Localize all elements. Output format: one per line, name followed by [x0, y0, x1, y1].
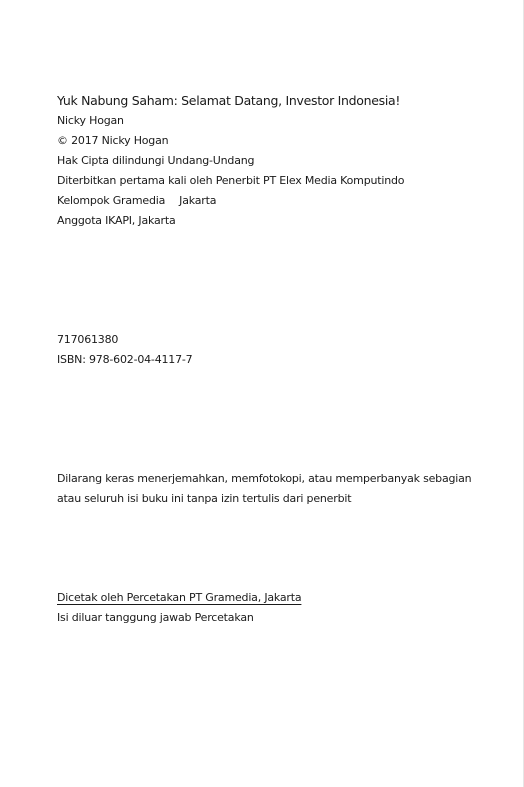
- printer-credit: Dicetak oleh Percetakan PT Gramedia, Jakarta: [57, 591, 302, 604]
- notice-line-1: Dilarang keras menerjemahkan, memfotokopi, atau memperbanyak sebagian: [57, 472, 472, 485]
- isbn: ISBN: 978-602-04-4117-7: [57, 353, 193, 366]
- catalog-code: 717061380: [57, 333, 119, 346]
- notice-line-2: atau seluruh isi buku ini tanpa izin tertulis dari penerbit: [57, 492, 352, 505]
- group-name: Kelompok Gramedia: [57, 194, 166, 207]
- publisher-line: Diterbitkan pertama kali oleh Penerbit PT Elex Media Komputindo: [57, 174, 405, 187]
- ikapi-membership: Anggota IKAPI, Jakarta: [57, 214, 176, 227]
- publisher-group: [57, 194, 216, 208]
- group-city: Jakarta: [179, 194, 217, 207]
- book-title: Yuk Nabung Saham: Selamat Datang, Investor Indonesia!: [57, 93, 401, 108]
- copyright-notice: © 2017 Nicky Hogan: [57, 134, 169, 147]
- author-name: Nicky Hogan: [57, 114, 124, 127]
- rights-statement: Hak Cipta dilindungi Undang-Undang: [57, 154, 255, 167]
- printer-disclaimer: Isi diluar tanggung jawab Percetakan: [57, 611, 254, 624]
